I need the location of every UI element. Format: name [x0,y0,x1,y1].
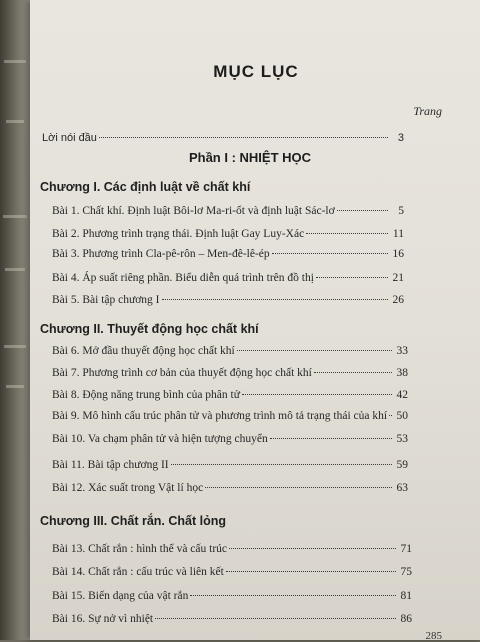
toc-entry-label: Bài 4. Áp suất riêng phần. Biểu diễn quá trình trên đồ thị [52,272,314,284]
chapter-heading: Chương III. Chất rắn. Chất lỏng [40,514,226,528]
toc-entry-page: 26 [392,294,404,306]
toc-entry-label: Bài 14. Chất rắn : cấu trúc và liên kết [52,566,224,578]
toc-entry-page: 16 [392,248,404,260]
chapter-heading: Chương I. Các định luật về chất khí [40,180,251,194]
toc-entry-page: 63 [396,482,408,494]
page-title: MỤC LỤC [213,62,299,81]
dot-leader [171,464,392,465]
toc-entry-page: 42 [396,389,408,401]
toc-entry [52,566,412,578]
toc-entry [52,228,404,240]
dot-leader [162,299,389,300]
toc-entry-page: 11 [392,228,404,240]
toc-entry [52,543,412,555]
toc-entry-page: 86 [400,613,412,625]
toc-entry-label: Bài 10. Va chạm phân tử và hiện tượng chuyển [52,433,268,445]
toc-entry [52,345,408,357]
toc-entry-label: Bài 3. Phương trình Cla-pê-rôn – Men-đê-lê-ép [52,248,270,260]
dot-leader [190,595,396,596]
toc-entry-page: 81 [400,590,412,602]
dot-leader [270,438,392,439]
toc-entry-label: Bài 15. Biến dạng của vật rắn [52,590,189,602]
toc-entry [52,410,408,422]
toc-entry [52,367,408,379]
toc-entry-label: Bài 9. Mô hình cấu trúc phân tử và phương trình mô tả trạng thái của khí [52,410,388,422]
book-page [30,0,480,640]
toc-entry-label: Lời nói đầu [42,132,97,144]
toc-entry [52,294,404,306]
toc-entry-page: 38 [396,367,408,379]
toc-entry-page: 53 [396,433,408,445]
adjacent-page-edge [0,0,34,640]
toc-entry-page: 50 [396,410,408,422]
dot-leader [205,487,392,488]
dot-leader [229,548,396,549]
dot-leader [237,350,392,351]
toc-entry [52,389,408,401]
toc-entry-page: 75 [400,566,412,578]
toc-entry-page: 21 [392,272,404,284]
dot-leader [389,415,392,416]
toc-entry [52,433,408,445]
toc-entry-page: 3 [397,132,404,144]
toc-entry [52,482,408,494]
chapter-heading: Chương II. Thuyết động học chất khí [40,322,259,336]
dot-leader [226,571,396,572]
toc-entry [52,590,412,602]
toc-entry-page: 5 [398,205,404,217]
page-column-label: Trang [413,104,442,118]
toc-entry-page: 33 [396,345,408,357]
toc-entry [52,459,408,471]
toc-entry-label: Bài 2. Phương trình trạng thái. Định luật Gay Luy-Xác [52,228,305,240]
toc-entry-label: Bài 1. Chất khí. Định luật Bôi-lơ Ma-ri-ốt và định luật Sác-lơ [52,205,335,217]
part-heading: Phần I : NHIỆT HỌC [188,150,312,165]
dot-leader [316,277,388,278]
dot-leader [272,253,388,254]
toc-entry-label: Bài 16. Sự nở vì nhiệt [52,613,154,625]
toc-entry-label: Bài 5. Bài tập chương I [52,294,160,306]
toc-entry [52,272,404,284]
toc-entry-label: Bài 13. Chất rắn : hình thể và cấu trúc [52,543,228,555]
dot-leader [242,394,392,395]
toc-entry-label: Bài 11. Bài tập chương II [52,459,169,471]
toc-entry-label: Bài 8. Động năng trung bình của phân tử [52,389,240,401]
toc-entry-label: Bài 12. Xác suất trong Vật lí học [52,482,204,494]
toc-entry-front-matter [42,132,404,144]
toc-entry [52,248,404,260]
toc-entry-label: Bài 7. Phương trình cơ bản của thuyết động học chất khí [52,367,312,379]
dot-leader [99,137,388,138]
toc-entry-page: 59 [396,459,408,471]
dot-leader [306,233,388,234]
toc-entry-page: 71 [400,543,412,555]
dot-leader [155,618,396,619]
toc-entry [52,613,412,625]
dot-leader [314,372,392,373]
page-number: 285 [425,630,442,642]
dot-leader [337,210,388,211]
toc-entry [52,205,404,217]
toc-entry-label: Bài 6. Mở đầu thuyết động học chất khí [52,345,235,357]
